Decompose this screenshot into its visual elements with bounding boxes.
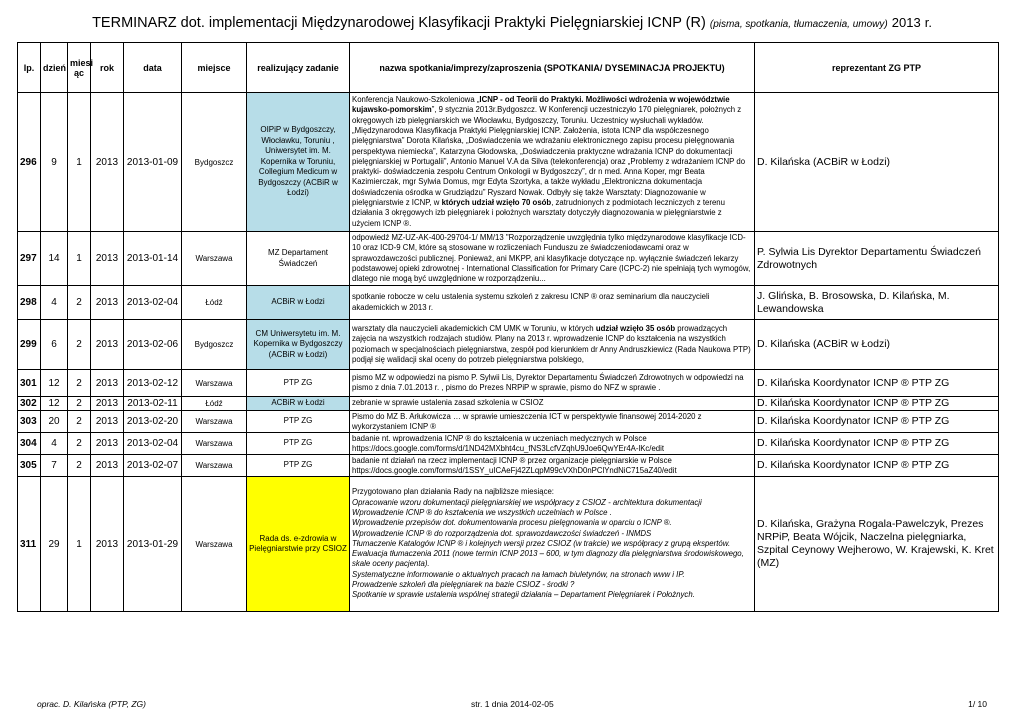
description-part: spotkanie robocze w celu ustalenia systemu szkoleń z zakresu ICNP ® oraz seminarium dla nauczycieli akademickich w 2013 r. — [352, 292, 710, 312]
cell-representative: D. Kilańska Koordynator ICNP ® PTP ZG — [755, 397, 999, 411]
cell-day: 4 — [41, 433, 68, 455]
description-text — [352, 434, 752, 453]
description-text — [352, 233, 752, 284]
cell-month: 2 — [68, 370, 91, 397]
description-part: badanie nt. wprowadzenia ICNP ® do kształcenia w uczeniach medycznych w Polsce https://docs.google.com/forms/d/1ND42MXbht4cu_fNS3LcfVZqhU9Joe6QwYEr4A-lKc/edit — [352, 434, 665, 454]
cell-organizer: CM Uniwersytetu im. M. Kopernika w Bydgoszczy (ACBiR w Łodzi) — [247, 320, 350, 370]
cell-lp: 296 — [18, 93, 41, 232]
cell-representative: D. Kilańska, Grażyna Rogala-Pawelczyk, Prezes NRPiP, Beata Wójcik, Naczelna pielęgniarka, Szpital Ceynowy Wejherowo, W. Krajewski, K. Kret (MZ) — [755, 477, 999, 612]
title-subtitle: (pisma, spotkania, tłumaczenia, umowy) — [709, 19, 888, 30]
cell-date: 2013-01-29 — [124, 477, 182, 612]
cell-date: 2013-02-06 — [124, 320, 182, 370]
cell-date: 2013-02-20 — [124, 411, 182, 433]
cell-year: 2013 — [91, 397, 124, 411]
document-title — [0, 15, 1024, 31]
table-body — [18, 93, 999, 612]
cell-day: 6 — [41, 320, 68, 370]
footer-page-count: 1/ 10 — [968, 699, 987, 709]
cell-day: 14 — [41, 232, 68, 286]
cell-representative: D. Kilańska Koordynator ICNP ® PTP ZG — [755, 433, 999, 455]
cell-lp: 298 — [18, 286, 41, 320]
description-part: Konferencja Naukowo-Szkoleniowa „ — [352, 95, 480, 105]
cell-month: 2 — [68, 320, 91, 370]
table-row — [18, 320, 999, 370]
cell-description — [350, 433, 755, 455]
cell-description — [350, 286, 755, 320]
description-text — [352, 324, 752, 365]
cell-lp: 303 — [18, 411, 41, 433]
cell-month: 2 — [68, 397, 91, 411]
description-text — [352, 487, 752, 600]
cell-day: 29 — [41, 477, 68, 612]
table-row — [18, 286, 999, 320]
table-row — [18, 411, 999, 433]
cell-date: 2013-01-14 — [124, 232, 182, 286]
cell-organizer: ACBiR w Łodzi — [247, 397, 350, 411]
description-line: Przygotowano plan działania Rady na najbliższe miesiące: — [352, 487, 554, 497]
cell-day: 4 — [41, 286, 68, 320]
cell-description — [350, 411, 755, 433]
description-line: Wprowadzenie ICNP ® do rozporządzenia dot. sprawozdawczości świadczeń - INMDS — [352, 528, 652, 538]
col-header-lp: lp. — [18, 43, 41, 93]
cell-day: 20 — [41, 411, 68, 433]
description-bold-part: ICNP - od Teorii do Praktyki. Możliwości wdrożenia w województwie kujawsko-pomorskim — [352, 95, 730, 115]
title-year: 2013 — [891, 15, 921, 30]
cell-year: 2013 — [91, 93, 124, 232]
description-line: Tłumaczenie Katalogów ICNP ® i kolejnych wersji przez CSIOZ (w trakcie) we współpracy z grupą ekspertów. — [352, 538, 731, 548]
description-line: Wprowadzenie przepisów dot. dokumentowania procesu pielęgnowania w oparciu o ICNP ®. — [352, 518, 672, 528]
description-line: Systematyczne informowanie o aktualnych pracach na łamach biuletynów, na stronach www i IP. — [352, 569, 685, 579]
cell-organizer: PTP ZG — [247, 433, 350, 455]
description-part: prowadzących zajęcia na wszystkich rodzajach studiów. Plany na 2013 r. wprowadzenie ICNP do kształcenia na wszystkich poziomach w specjalnościach pielęgniarstwa, zespół pod kierunkiem dr Anny Andruszkiewicz (Rada Naukowa PTP) podjął się walidacji skal oceny do potrzeb pielęgniarstwa polskiego, — [352, 323, 751, 364]
cell-day: 9 — [41, 93, 68, 232]
col-header-miejsce: miejsce — [182, 43, 247, 93]
cell-lp: 297 — [18, 232, 41, 286]
cell-month: 2 — [68, 286, 91, 320]
footer-page-date: str. 1 dnia 2014-02-05 — [471, 699, 554, 709]
cell-organizer: OIPiP w Bydgoszczy, Włocławku, Toruniu , Uniwersytet im. M. Kopernika w Toruniu, Collegium Medicum w Bydgoszczy (ACBiR w Łodzi) — [247, 93, 350, 232]
cell-lp: 304 — [18, 433, 41, 455]
cell-month: 1 — [68, 232, 91, 286]
schedule-table — [17, 42, 999, 612]
footer-author: oprac. D. Kilańska (PTP, ZG) — [37, 699, 146, 709]
cell-description — [350, 455, 755, 477]
cell-organizer: Rada ds. e-zdrowia w Pielęgniarstwie przy CSIOZ — [247, 477, 350, 612]
cell-date: 2013-02-12 — [124, 370, 182, 397]
col-header-nazwa: nazwa spotkania/imprezy/zaproszenia (SPOTKANIA/ DYSEMINACJA PROJEKTU) — [350, 43, 755, 93]
cell-organizer: PTP ZG — [247, 455, 350, 477]
cell-description — [350, 477, 755, 612]
col-header-dzien: dzień — [41, 43, 68, 93]
col-header-miesiac: miesi ąc — [68, 43, 91, 93]
cell-representative: D. Kilańska (ACBiR w Łodzi) — [755, 320, 999, 370]
cell-description — [350, 370, 755, 397]
table-header-row — [18, 43, 999, 93]
table-row — [18, 433, 999, 455]
description-bold-part: udział wzięło 35 osób — [595, 323, 676, 333]
cell-year: 2013 — [91, 320, 124, 370]
cell-organizer: PTP ZG — [247, 370, 350, 397]
cell-place: Łódź — [182, 286, 247, 320]
cell-year: 2013 — [91, 477, 124, 612]
cell-place: Bydgoszcz — [182, 320, 247, 370]
cell-lp: 299 — [18, 320, 41, 370]
col-header-reprezentant: reprezentant ZG PTP — [755, 43, 999, 93]
cell-year: 2013 — [91, 232, 124, 286]
title-year-suffix: r. — [924, 15, 932, 30]
cell-place: Warszawa — [182, 433, 247, 455]
description-part: warsztaty dla nauczycieli akademickich CM UMK w Toruniu, w których — [352, 323, 596, 333]
cell-lp: 301 — [18, 370, 41, 397]
cell-lp: 305 — [18, 455, 41, 477]
cell-day: 12 — [41, 370, 68, 397]
cell-date: 2013-02-11 — [124, 397, 182, 411]
cell-year: 2013 — [91, 455, 124, 477]
cell-description — [350, 320, 755, 370]
cell-day: 7 — [41, 455, 68, 477]
cell-date: 2013-02-04 — [124, 286, 182, 320]
cell-place: Warszawa — [182, 477, 247, 612]
description-text — [352, 292, 752, 313]
cell-month: 2 — [68, 455, 91, 477]
cell-representative: D. Kilańska Koordynator ICNP ® PTP ZG — [755, 411, 999, 433]
cell-year: 2013 — [91, 370, 124, 397]
description-part: odpowiedź MZ-UZ-AK-400-29704-1/ MM/13 "Rozporządzenie uwzględnia tylko międzynarodowe klasyfikacje ICD-10 oraz ICD-9 CM, które są stosowane w rozliczeniach Funduszu ze świadczeniodawcami oraz w sprawozdawczości publicznej. Ponieważ, ani MKPP, ani klasyfikacje dotyczące np. wyłącznie świadczeń lekarzy podstawowej opieki zdrowotnej - International Classification for Primary Care (ICPC-2) nie spełniają tych wymogów, dlatego nie mogą być uwzględnione w rozporządzeniu... — [352, 233, 751, 284]
cell-year: 2013 — [91, 286, 124, 320]
cell-place: Warszawa — [182, 232, 247, 286]
description-line: Spotkanie w sprawie ustalenia wspólnej strategii działania – Departament Pielęgniarek i Położnych. — [352, 590, 695, 600]
cell-month: 1 — [68, 93, 91, 232]
table-row — [18, 93, 999, 232]
col-header-realizujacy: realizujący zadanie — [247, 43, 350, 93]
cell-place: Warszawa — [182, 370, 247, 397]
table-row — [18, 455, 999, 477]
cell-representative: D. Kilańska Koordynator ICNP ® PTP ZG — [755, 455, 999, 477]
cell-place: Łódź — [182, 397, 247, 411]
description-line: Ewaluacja tłumaczenia 2011 (nowe termin ICNP 2013 – 600, w tym diagnozy dla pielęgniarstwa środowiskowego, skale oceny pacjenta). — [352, 549, 744, 569]
table-row — [18, 397, 999, 411]
description-text — [352, 398, 752, 408]
description-part: badanie nt działań na rzecz implementacji ICNP ® przez organizacje pielęgniarskie w Polsce https://docs.google.com/forms/d/1SSY_uICAeFj42ZLqpM99cVXhD0nPClYndNiC715aZ40/edit — [352, 456, 677, 476]
cell-month: 2 — [68, 411, 91, 433]
description-part: Pismo do MZ B. Arłukowicza … w sprawie umieszczenia ICT w perspektywie finansowej 2014-2020 z wykorzystaniem ICNP ® — [352, 412, 702, 432]
cell-month: 2 — [68, 433, 91, 455]
cell-year: 2013 — [91, 411, 124, 433]
cell-place: Bydgoszcz — [182, 93, 247, 232]
cell-representative: P. Sylwia Lis Dyrektor Departamentu Świadczeń Zdrowotnych — [755, 232, 999, 286]
description-text — [352, 373, 752, 394]
cell-description — [350, 93, 755, 232]
cell-organizer: ACBiR w Łodzi — [247, 286, 350, 320]
cell-place: Warszawa — [182, 455, 247, 477]
description-line: Opracowanie wzoru dokumentacji pielęgniarskiej we współpracy z CSIOZ - architektura dokumentacji — [352, 497, 702, 507]
description-line: Prowadzenie szkoleń dla pielęgniarek na bazie CSIOZ - środki ? — [352, 580, 575, 590]
description-text — [352, 95, 752, 229]
cell-year: 2013 — [91, 433, 124, 455]
description-part: pismo MZ w odpowiedzi na pismo P. Sylwii Lis, Dyrektor Departamentu Świadczeń Zdrowotnych w odpowiedzi na pismo z dnia 7.01.2013 r. , pismo do Prezes NRPiP w sprawie, pismo do NFZ w sprawie . — [352, 372, 744, 392]
table-row — [18, 232, 999, 286]
description-text — [352, 456, 752, 475]
table-row — [18, 477, 999, 612]
cell-date: 2013-01-09 — [124, 93, 182, 232]
description-part: zebranie w sprawie ustalenia zasad szkolenia w CSIOZ — [352, 398, 544, 408]
description-bold-part: których udział wzięło 70 osób — [441, 198, 552, 208]
cell-organizer: MZ Departament Świadczeń — [247, 232, 350, 286]
cell-description — [350, 397, 755, 411]
table-row — [18, 370, 999, 397]
cell-description — [350, 232, 755, 286]
cell-lp: 311 — [18, 477, 41, 612]
col-header-data: data — [124, 43, 182, 93]
cell-date: 2013-02-07 — [124, 455, 182, 477]
col-header-rok: rok — [91, 43, 124, 93]
cell-day: 12 — [41, 397, 68, 411]
description-line: Wprowadzenie ICNP ® do kształcenia we wszystkich uczelniach w Polsce . — [352, 507, 612, 517]
cell-lp: 302 — [18, 397, 41, 411]
cell-representative: J. Glińska, B. Brosowska, D. Kilańska, M. Lewandowska — [755, 286, 999, 320]
cell-representative: D. Kilańska (ACBiR w Łodzi) — [755, 93, 999, 232]
cell-representative: D. Kilańska Koordynator ICNP ® PTP ZG — [755, 370, 999, 397]
cell-date: 2013-02-04 — [124, 433, 182, 455]
description-part: ”, 9 stycznia 2013r.Bydgoszcz. W Konferencji uczestniczyło 170 pielęgniarek, położnych z okręgowych izb pielęgniarskich we Włocławku, Bydgoszczy, Toruniu. Uczestnicy wysłuchali wykładów. „Międzynarodowa Klasyfikacja Praktyki Pielęgniarskiej ICNP. Założenia, istota ICNP dla współczesnego pielęgniarstwa” Dorota Kilańska, „Doświadczenia we wdrażaniu elektronicznego zapisu procesu pielęgnowania perspektywa niemiecka”, Katarzyna Głodowska, „Doświadczenia praktyczne wdrażania ICNP do dokumentacji pielęgniarskiej w Portugalii”, Antonio Manuel V.A da Silva (telekonferencja) oraz „Problemy z wdrażaniem ICNP do praktyki- doświadczenia zespołu Centrum Onkologii w Bydgoszczy”, dr n med. Anna Koper, mgr Beata Kazimierczak, mgr Sylwia Domus, mgr Edyta Szortyka, a także wykładu „Elektroniczna dokumentacja doświadczenia ośrodka w Grudziądzu” Ryszard Nowak. Odbyły się także Warsztaty: Diagnozowanie w pielęgniarstwie z ICNP, w — [352, 105, 746, 208]
title-text: TERMINARZ dot. implementacji Międzynarodowej Klasyfikacji Praktyki Pielęgniarskiej ICNP (R) — [92, 15, 706, 31]
cell-month: 1 — [68, 477, 91, 612]
cell-place: Warszawa — [182, 411, 247, 433]
description-text — [352, 412, 752, 431]
cell-organizer: PTP ZG — [247, 411, 350, 433]
description-part: , zatrudnionych z podmiotach leczniczych z terenu działania 3 okręgowych izb pielęgniarek i położnych warsztaty dotyczyły diagnozowania w pielęgniarstwie z użyciem ICNP ®. — [352, 198, 725, 228]
